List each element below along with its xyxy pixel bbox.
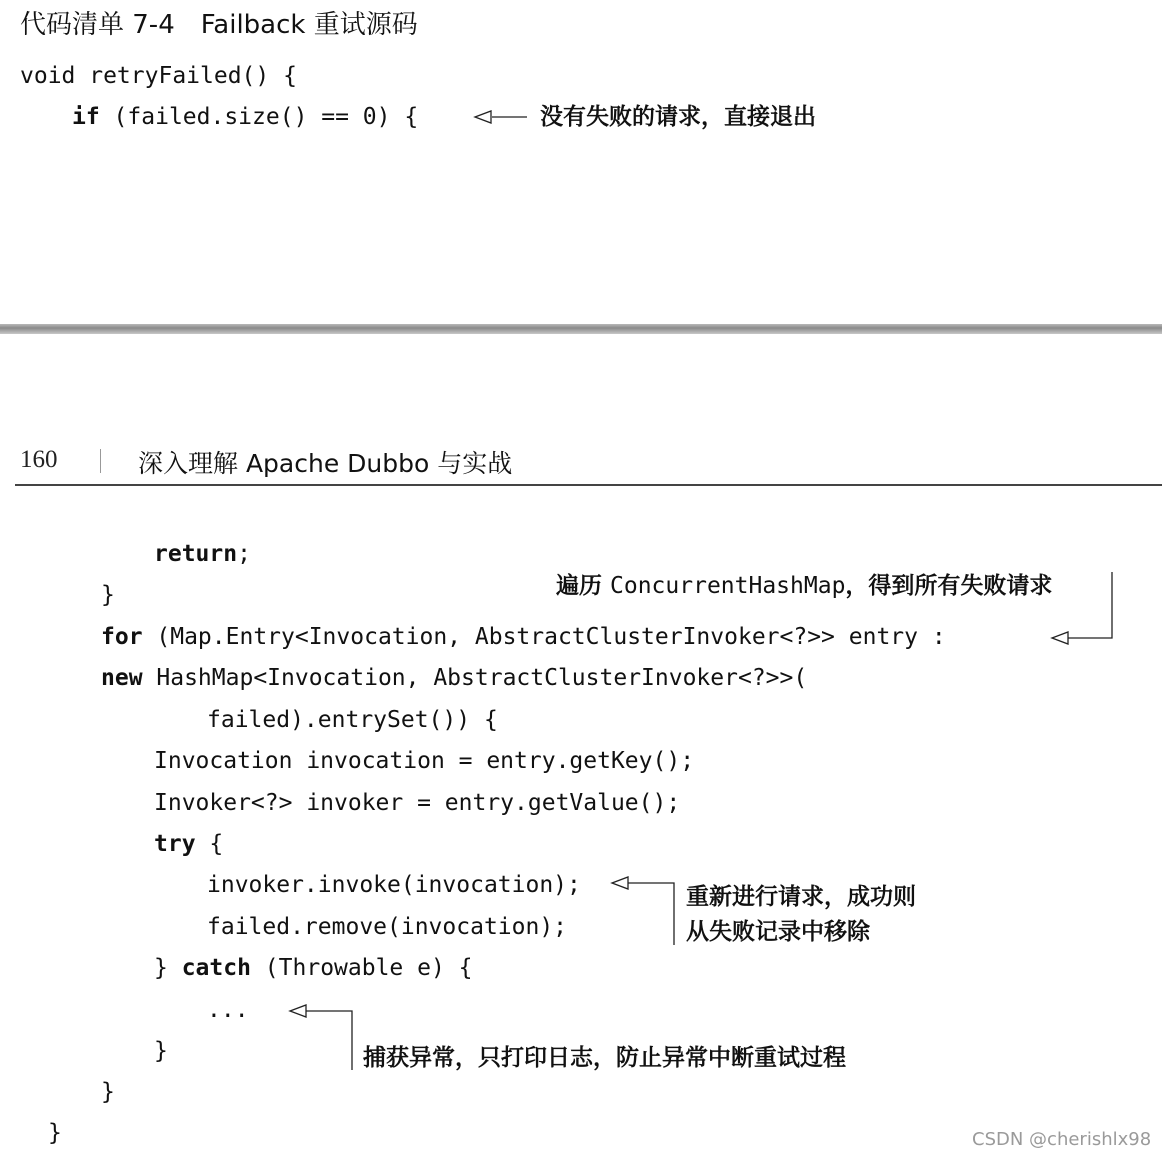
if-condition: (failed.size() == 0) {: [99, 104, 419, 130]
code-line-entryset: failed).entrySet()) {: [207, 707, 498, 733]
code-line-invoke: invoker.invoke(invocation);: [207, 872, 581, 898]
keyword-try: try: [154, 831, 196, 857]
arrowhead-retry-icon: [612, 877, 628, 889]
try-brace: {: [195, 831, 224, 857]
arrowhead-top-icon: [475, 111, 491, 123]
annotation-retry-line2: 从失败记录中移除: [686, 919, 870, 945]
code-line-remove: failed.remove(invocation);: [207, 914, 568, 940]
annotation-no-failed-requests: 没有失败的请求，直接退出: [540, 104, 816, 130]
page-number: 160: [20, 446, 58, 473]
arrow-line-catch: [306, 1011, 352, 1070]
annotation-loop-suffix: ，得到所有失败请求: [845, 573, 1053, 599]
arrowhead-loop-icon: [1052, 632, 1068, 644]
code-line-close-for: }: [101, 1079, 115, 1105]
keyword-catch: catch: [181, 955, 251, 981]
code-line-method-signature: void retryFailed() {: [20, 63, 297, 89]
keyword-new: new: [101, 665, 143, 691]
for-header: (Map.Entry<Invocation, AbstractClusterInvoker<?>> entry :: [142, 624, 946, 650]
annotation-catch: 捕获异常，只打印日志，防止异常中断重试过程: [363, 1045, 846, 1071]
listing-title: 代码清单 7-4 Failback 重试源码: [20, 10, 418, 40]
keyword-if: if: [72, 104, 100, 130]
catch-close-brace: }: [154, 955, 182, 981]
annotation-loop-class: ConcurrentHashMap: [610, 573, 846, 599]
annotation-retry-line1: 重新进行请求，成功则: [686, 884, 916, 910]
code-line-close-method: }: [48, 1120, 62, 1146]
code-line-close-if: }: [101, 582, 115, 608]
catch-clause: (Throwable e) {: [250, 955, 473, 981]
code-line-close-catch: }: [154, 1038, 168, 1064]
code-line-invoker: Invoker<?> invoker = entry.getValue();: [154, 790, 681, 816]
book-title: 深入理解 Apache Dubbo 与实战: [138, 449, 513, 478]
hashmap-constructor: HashMap<Invocation, AbstractClusterInvoker<?>>(: [142, 665, 808, 691]
arrow-line-retry: [628, 883, 674, 945]
keyword-return: return: [154, 541, 238, 567]
arrow-line-loop: [1068, 572, 1112, 638]
csdn-watermark: CSDN @cherishlx98: [972, 1129, 1152, 1150]
code-line-ellipsis: ...: [207, 997, 249, 1023]
code-line-invocation: Invocation invocation = entry.getKey();: [154, 748, 695, 774]
arrowhead-catch-icon: [290, 1005, 306, 1017]
return-semicolon: ;: [237, 541, 251, 567]
annotation-loop-prefix: 遍历: [556, 573, 611, 599]
keyword-for: for: [101, 624, 143, 650]
